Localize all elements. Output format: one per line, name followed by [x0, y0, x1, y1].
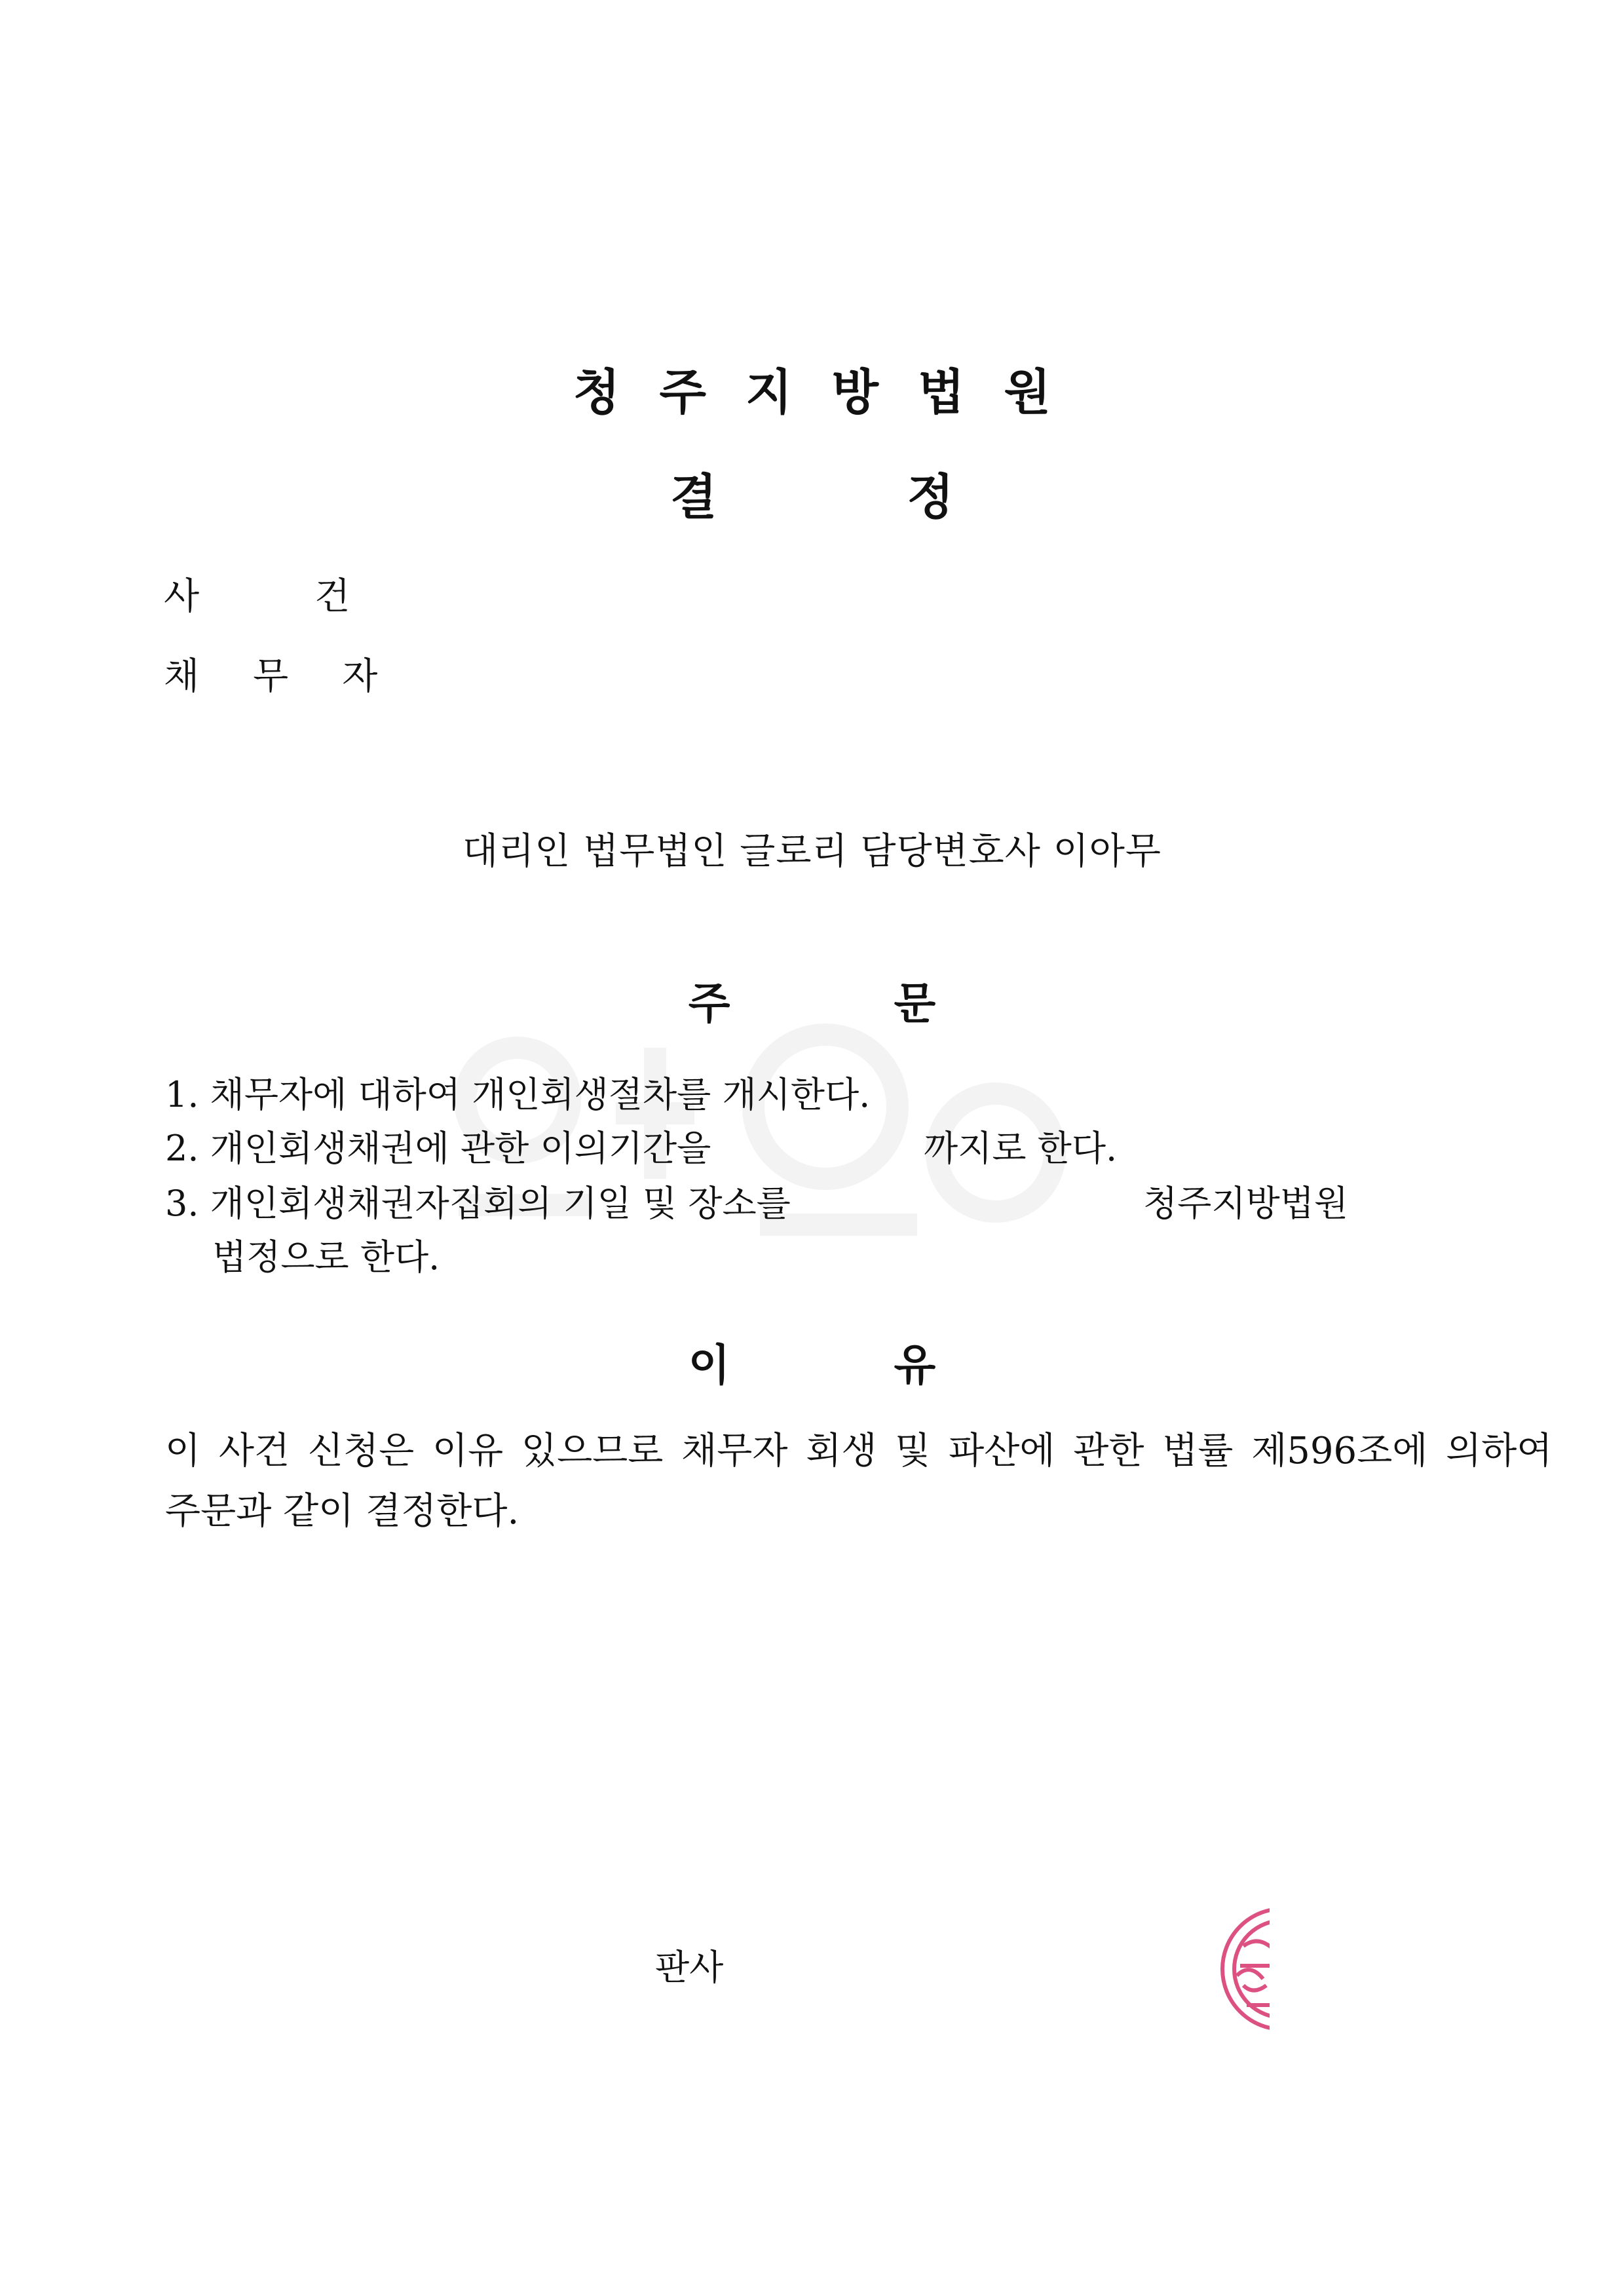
- reason-line-1: 이 사건 신청은 이유 있으므로 채무자 회생 및 파산에 관한 법률 제596조에 의하여: [165, 1430, 1553, 1472]
- order-heading: 주문: [688, 978, 1100, 1029]
- court-name: 청주지방법원: [573, 364, 1090, 421]
- debtor-label: 채무자: [164, 655, 432, 698]
- order-item-3-tail: 청주지방법원: [1143, 1183, 1348, 1224]
- order-item-2: 2. 개인회생채권에 관한 이의기간을: [165, 1128, 711, 1169]
- court-seal-icon: [1217, 1900, 1270, 2038]
- representative-line: 대리인 법무법인 글로리 담당변호사 이아무: [463, 830, 1161, 873]
- order-item-1: 1. 채무자에 대하여 개인회생절차를 개시한다.: [165, 1074, 871, 1115]
- case-label: 사건: [164, 575, 466, 618]
- order-item-3-continuation: 법정으로 한다.: [212, 1236, 440, 1278]
- reason-line-2: 주문과 같이 결정한다.: [165, 1490, 519, 1533]
- reason-heading: 이유: [688, 1340, 1100, 1390]
- order-item-3: 3. 개인회생채권자집회의 기일 및 장소를: [165, 1183, 791, 1224]
- order-item-2-tail: 까지로 한다.: [924, 1128, 1118, 1169]
- judge-label: 판사: [655, 1947, 724, 1988]
- document-type-title: 결정: [670, 469, 1144, 526]
